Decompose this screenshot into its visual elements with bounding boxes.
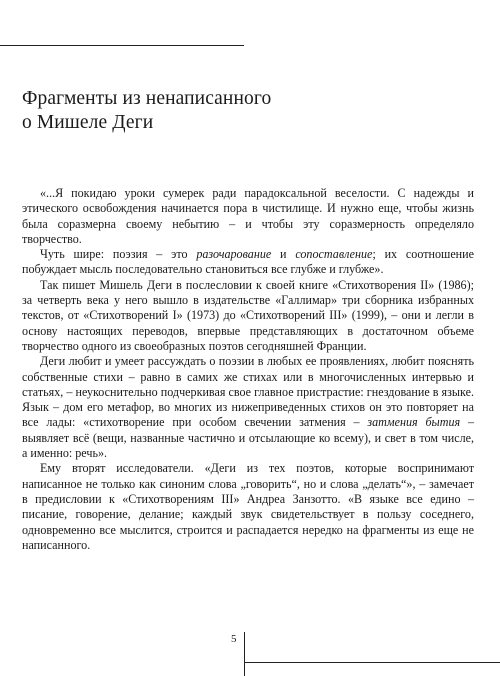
paragraph-2-part-b: и [271, 247, 296, 262]
page-number: 5 [231, 633, 237, 645]
paragraph-5: Ему вторят исследователи. «Деги из тех поэтов, которые воспринимают написанное не только как синоним слова „говорить“, но и слова „делать“», – замечает в предисловии к «Стихотворениям III» Андреа Занзотто. «В языке все едино – писание, говорение, делание; каждый звук свидетельствует в пользу соседнего, одновременно все мыслится, строится и распадается нередко на фрагменты из еще не написанного. [22, 461, 474, 552]
paragraph-2-part-a: Чуть шире: поэзия – это [40, 247, 197, 262]
paragraph-4-part-a: Деги любит и умеет рассуждать о поэзии в любых ее проявлениях, любит пояснять собственные стихи – равно в самих же стихах или в многочисленных интервью и статьях, – неукоснительно подчеркивая свое главное пристрастие: гнездование в языке. Язык – дом его метафор, во многих из нижеприведенных стихов он это повторяет на все лады: «стихотворение при особом свечении затмения – [22, 354, 474, 430]
paragraph-4-emphasis-eclipse: затмения бытия [367, 415, 461, 430]
body-text [22, 186, 474, 553]
paragraph-2-emphasis-comparison: сопоставление [295, 247, 373, 262]
paragraph-4 [22, 354, 474, 461]
paragraph-4-part-b: – выявляет всё (вещи, названные частично и отсылающие ко всему), и свет в том числе, а именно: речь». [22, 415, 475, 461]
chapter-title-line-2: о Мишеле Деги [22, 112, 154, 133]
footer-vertical-rule [244, 632, 245, 676]
chapter-title [22, 87, 462, 135]
footer-rule [244, 662, 500, 663]
chapter-title-line-1: Фрагменты из ненаписанного [22, 88, 272, 109]
paragraph-2-emphasis-disillusion: разочарование [196, 247, 272, 262]
paragraph-2-part-c: ; их соотношение побуждает мысль последовательно становиться все глубже и глубже». [22, 247, 474, 277]
top-rule [0, 45, 244, 46]
paragraph-1: «...Я покидаю уроки сумерек ради парадоксальной веселости. С надежды и этического освобождения начинается пора в чистилище. И нужно еще, чтобы жизнь была соразмерна своему небытию – и чтобы эту соразмерность определяло творчество. [22, 186, 474, 246]
paragraph-3: Так пишет Мишель Деги в послесловии к своей книге «Стихотворения II» (1986); за четверть века у него вышло в издательстве «Галлимар» три сборника избранных текстов, от «Стихотворений I» (1973) до «Стихотворений III» (1999), – они и легли в основу настоящих переводов, впервые представляющих в достаточном объеме творчество одного из своеобразных поэтов сегодняшней Франции. [22, 277, 474, 353]
paragraph-2 [22, 247, 474, 278]
